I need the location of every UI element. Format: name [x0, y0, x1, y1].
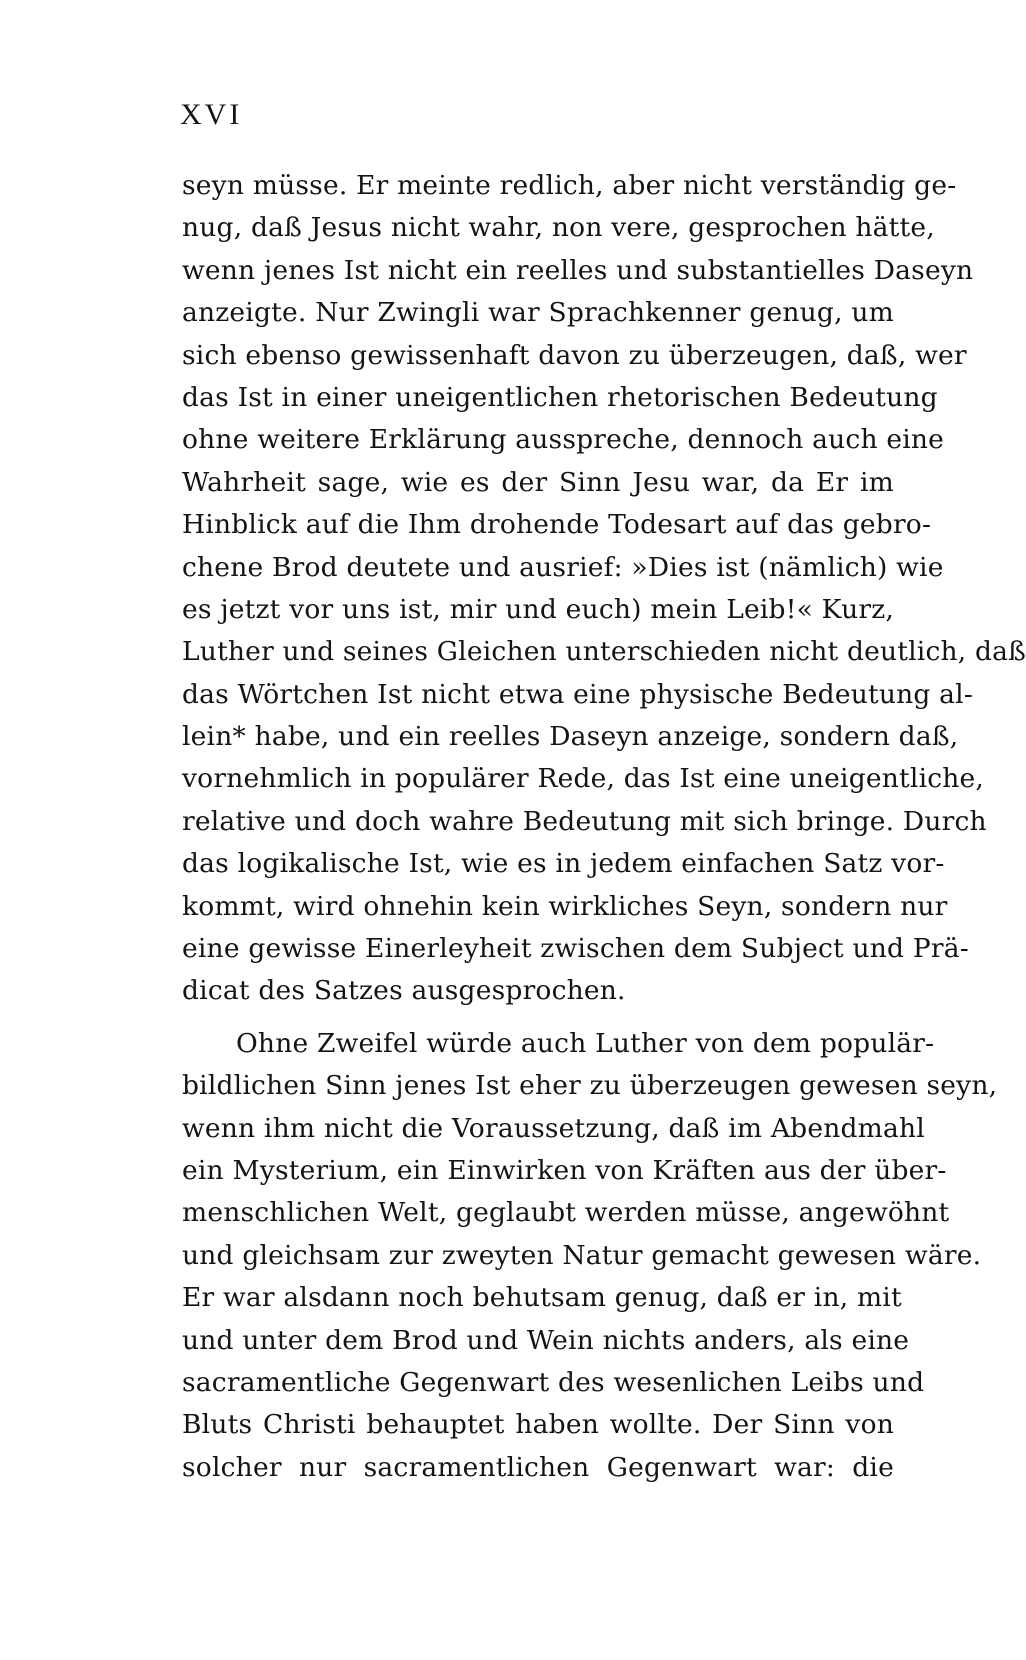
text-line: und unter dem Brod und Wein nichts anders, als eine — [182, 1324, 910, 1356]
text-line: Luther und seines Gleichen unterschieden nicht deutlich, daß — [182, 636, 1026, 668]
body-text — [182, 165, 1026, 1489]
text-line: eine gewisse Einerleyheit zwischen dem Subject und Prä- — [182, 933, 969, 965]
text-line: sacramentliche Gegenwart des wesenlichen Leibs und — [182, 1366, 925, 1398]
text-line: nug, daß Jesus nicht wahr, non vere, gesprochen hätte, — [182, 212, 935, 244]
text-line: solcher nur sacramentlichen Gegenwart war: die — [182, 1451, 894, 1483]
text-line: Bluts Christi behauptet haben wollte. Der Sinn von — [182, 1409, 894, 1441]
paragraph-2 — [182, 1023, 998, 1489]
text-line: es jetzt vor uns ist, mir und euch) mein Leib!« Kurz, — [182, 593, 894, 625]
text-line: wenn ihm nicht die Voraussetzung, daß im Abendmahl — [182, 1112, 925, 1144]
text-line: kommt, wird ohnehin kein wirkliches Seyn, sondern nur — [182, 890, 948, 922]
text-line: dicat des Satzes ausgesprochen. — [182, 975, 626, 1007]
text-line: das Wörtchen Ist nicht etwa eine physische Bedeutung al- — [182, 678, 973, 710]
text-line: seyn müsse. Er meinte redlich, aber nicht verständig ge- — [182, 170, 957, 201]
text-line: bildlichen Sinn jenes Ist eher zu überzeugen gewesen seyn, — [182, 1070, 998, 1102]
text-line: vornehmlich in populärer Rede, das Ist eine uneigentliche, — [182, 763, 985, 795]
text-line: sich ebenso gewissenhaft davon zu überzeugen, daß, wer — [182, 339, 967, 371]
text-line: Ohne Zweifel würde auch Luther von dem populär- — [236, 1027, 935, 1059]
text-line: lein* habe, und ein reelles Daseyn anzeige, sondern daß, — [182, 721, 959, 753]
text-line: chene Brod deutete und ausrief: »Dies ist (nämlich) wie — [182, 551, 944, 583]
text-line: menschlichen Welt, geglaubt werden müsse, angewöhnt — [182, 1197, 950, 1229]
text-line: Wahrheit sage, wie es der Sinn Jesu war, da Er im — [182, 466, 894, 498]
text-line: und gleichsam zur zweyten Natur gemacht gewesen wäre. — [182, 1239, 982, 1271]
text-line: Hinblick auf die Ihm drohende Todesart auf das gebro- — [182, 509, 932, 541]
paragraph-1 — [182, 165, 1026, 1013]
text-line: ein Mysterium, ein Einwirken von Kräften aus der über- — [182, 1154, 947, 1186]
text-line: Er war alsdann noch behutsam genug, daß er in, mit — [182, 1282, 902, 1314]
text-line: ohne weitere Erklärung ausspreche, dennoch auch eine — [182, 424, 945, 456]
text-line: das Ist in einer uneigentlichen rhetorischen Bedeutung — [182, 381, 938, 413]
page-number: XVI — [180, 98, 243, 131]
text-line: wenn jenes Ist nicht ein reelles und substantielles Daseyn — [182, 254, 974, 286]
text-line: anzeigte. Nur Zwingli war Sprachkenner genug, um — [182, 297, 894, 329]
text-line: relative und doch wahre Bedeutung mit sich bringe. Durch — [182, 805, 987, 837]
text-line: das logikalische Ist, wie es in jedem einfachen Satz vor- — [182, 848, 945, 880]
